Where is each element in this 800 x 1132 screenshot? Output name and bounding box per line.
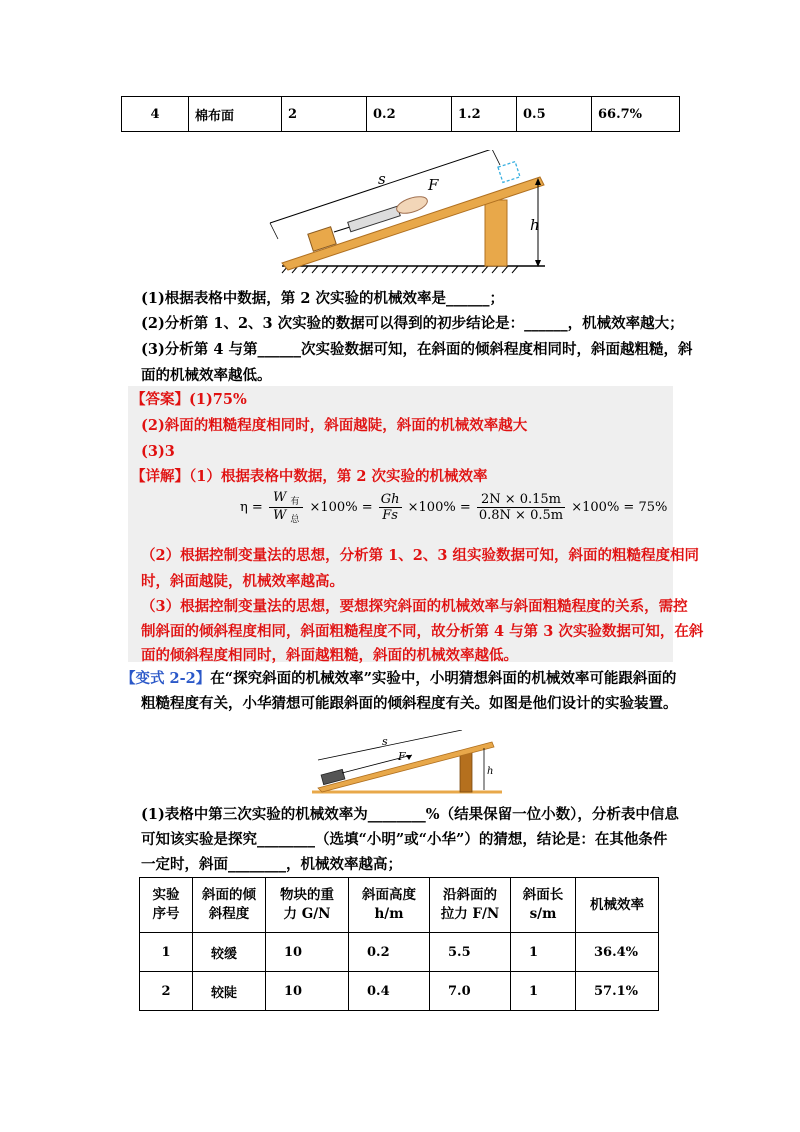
detail-3-line-1: （3）根据控制变量法的思想，要想探究斜面的机械效率与斜面粗糙程度的关系，需控 — [141, 598, 688, 615]
w-useful-sub: 有 — [290, 497, 300, 507]
times-100-2: ×100% = — [407, 500, 471, 515]
question-1: (1)根据表格中数据，第 2 次实验的机械效率是______； — [141, 290, 504, 307]
table-cell: 66.7% — [592, 97, 680, 132]
w-useful: W — [272, 490, 287, 505]
detail-2-line-1: （2）根据控制变量法的思想，分析第 1、2、3 组实验数据可知，斜面的粗糙程度相同 — [141, 547, 699, 564]
eta-symbol: η = — [240, 500, 263, 515]
table-cell: 较缓 — [193, 933, 266, 972]
table-cell: 7.0 — [430, 972, 511, 1011]
table-cell: 0.4 — [349, 972, 430, 1011]
table-cell: 1 — [511, 933, 576, 972]
w-total: W — [272, 508, 287, 523]
table-cell: 0.2 — [367, 97, 452, 132]
w-total-sub: 总 — [290, 515, 300, 525]
fig2-s-label: s — [382, 735, 388, 748]
table-row — [140, 933, 659, 972]
fig2-h-label: h — [487, 766, 494, 777]
data-table-bottom — [139, 877, 659, 1011]
variant-text-a: 在“探究斜面的机械效率”实验中，小明猜想斜面的机械效率可能跟斜面的 — [210, 670, 677, 687]
table-cell: 1 — [140, 933, 193, 972]
question-3-line-2: 面的机械效率越低。 — [141, 367, 272, 384]
gh: Gh — [380, 492, 400, 507]
number-fraction — [477, 492, 565, 523]
incline-figure-1 — [260, 150, 560, 275]
table-cell: 36.4% — [576, 933, 659, 972]
table-cell: 棉布面 — [189, 97, 282, 132]
detail-3-line-3: 面的倾斜程度相同时，斜面越粗糙，斜面的机械效率越低。 — [141, 647, 518, 664]
incline-figure-2 — [312, 730, 502, 796]
question-3-line-1: (3)分析第 4 与第______次实验数据可知，在斜面的倾斜程度相同时，斜面越粗糙，斜 — [141, 341, 693, 358]
table-cell: 1 — [511, 972, 576, 1011]
times-100-1: ×100% = — [309, 500, 373, 515]
table-header: 斜面长 s/m — [511, 878, 576, 933]
detail-1: （1）根据表格中数据，第 2 次实验的机械效率 — [189, 468, 488, 485]
table-cell: 0.5 — [517, 97, 592, 132]
variant-label: 【变式 2-2】 — [121, 670, 211, 687]
detail-3-line-2: 制斜面的倾斜程度相同，斜面粗糙程度不同，故分析第 4 与第 3 次实验数据可知，在斜 — [141, 623, 704, 640]
fs: Fs — [382, 508, 398, 523]
denominator: 0.8N × 0.5m — [478, 508, 564, 523]
detail-label: 【详解】 — [131, 468, 189, 485]
q2-line-2: 可知该实验是探究________（选填“小明”或“小华”）的猜想，结论是：在其他条件 — [141, 831, 668, 848]
f-label: F — [428, 176, 439, 194]
table-cell: 2 — [140, 972, 193, 1011]
table-cell: 4 — [122, 97, 189, 132]
q2-line-1: (1)表格中第三次实验的机械效率为________%（结果保留一位小数），分析表中信息 — [141, 806, 679, 823]
table-cell: 2 — [282, 97, 367, 132]
table-cell: 10 — [266, 933, 349, 972]
answer-3: (3)3 — [141, 443, 175, 460]
detail-header — [131, 467, 488, 487]
h-label: h — [530, 216, 540, 234]
formula-result: ×100% = 75% — [571, 500, 668, 515]
fig2-f-label: F — [398, 750, 406, 763]
table-header: 机械效率 — [576, 878, 659, 933]
table-header: 实验 序号 — [140, 878, 193, 933]
table-cell: 10 — [266, 972, 349, 1011]
table-header: 斜面高度 h/m — [349, 878, 430, 933]
numerator: 2N × 0.15m — [477, 492, 565, 508]
table-header: 斜面的倾 斜程度 — [193, 878, 266, 933]
gh-fs-fraction — [379, 492, 402, 523]
work-fraction — [269, 490, 303, 525]
table-header: 沿斜面的 拉力 F/N — [430, 878, 511, 933]
hand — [395, 193, 430, 216]
table-row — [122, 97, 680, 132]
s-label: s — [378, 170, 386, 188]
table-cell: 较陡 — [193, 972, 266, 1011]
table-header: 物块的重 力 G/N — [266, 878, 349, 933]
answer-1: 【答案】(1)75% — [131, 391, 247, 408]
variant-line-1 — [121, 669, 676, 689]
q2-line-3: 一定时，斜面________，机械效率越高； — [141, 856, 402, 873]
detail-2-line-2: 时，斜面越陡，机械效率越高。 — [141, 573, 344, 590]
variant-line-2: 粗糙程度有关，小华猜想可能跟斜面的倾斜程度有关。如图是他们设计的实验装置。 — [141, 695, 678, 712]
answer-2: (2)斜面的粗糙程度相同时，斜面越陡，斜面的机械效率越大 — [141, 417, 528, 434]
table-cell: 0.2 — [349, 933, 430, 972]
efficiency-formula — [240, 490, 667, 525]
table-cell: 5.5 — [430, 933, 511, 972]
data-table-top — [121, 96, 680, 132]
table-cell: 57.1% — [576, 972, 659, 1011]
table-row — [140, 972, 659, 1011]
question-2: (2)分析第 1、2、3 次实验的数据可以得到的初步结论是：______，机械效率越大； — [141, 315, 684, 332]
table-cell: 1.2 — [452, 97, 517, 132]
support-block — [485, 200, 507, 266]
table-header-row — [140, 878, 659, 933]
